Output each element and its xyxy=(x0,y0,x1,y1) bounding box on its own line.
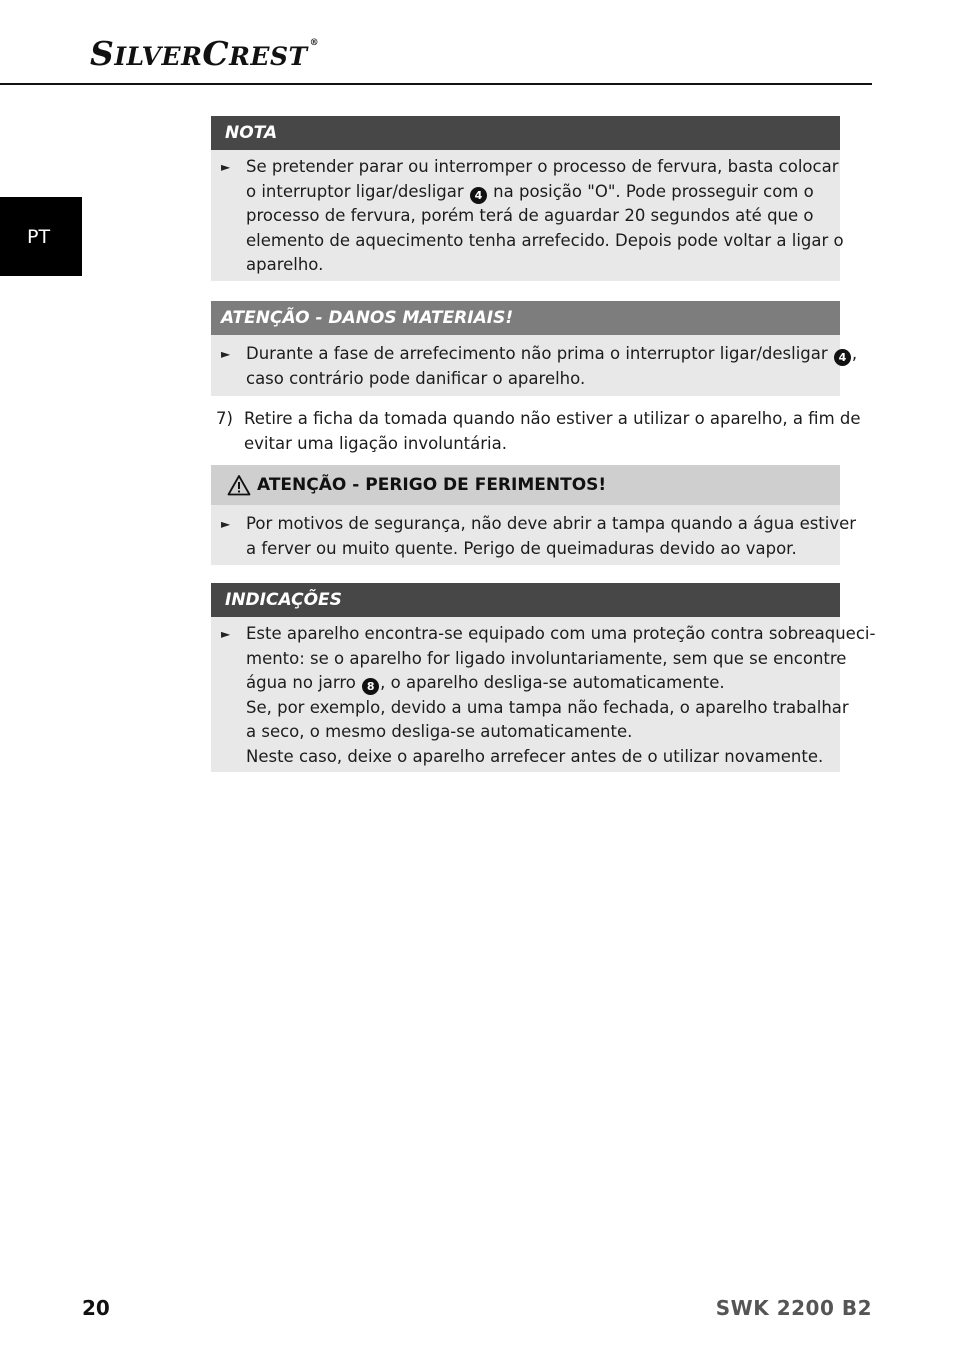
list-item: ► Durante a fase de arrefecimento não prima o interruptor ligar/desligar 4 , caso contrário pode danificar o aparelho. xyxy=(221,342,828,391)
reference-number-badge: 4 xyxy=(470,187,487,204)
list-item: ► Por motivos de segurança, não deve abrir a tampa quando a água estiver a ferver ou muito quente. Perigo de queimaduras devido ao vapor. xyxy=(221,512,828,561)
reference-number-badge: 8 xyxy=(362,678,379,695)
warning-triangle-icon xyxy=(227,474,251,496)
danos-materiais-box xyxy=(211,301,858,396)
brand-logo: SILVERCREST ® xyxy=(90,34,320,73)
bullet-icon: ► xyxy=(221,517,231,531)
nota-title: NOTA xyxy=(211,116,840,150)
indicacoes-box xyxy=(211,583,876,772)
reference-number-badge: 4 xyxy=(834,349,851,366)
model-name: SWK 2200 B2 xyxy=(715,1296,872,1320)
indicacoes-title: INDICAÇÕES xyxy=(211,583,840,617)
nota-box xyxy=(211,116,844,281)
language-tab: PT xyxy=(0,197,82,276)
danos-title: ATENÇÃO - DANOS MATERIAIS! xyxy=(211,301,840,335)
bullet-icon: ► xyxy=(221,627,231,641)
perigo-ferimentos-box xyxy=(211,465,857,565)
ferimentos-title: ATENÇÃO - PERIGO DE FERIMENTOS! xyxy=(211,465,840,505)
list-item: ► Se pretender parar ou interromper o processo de fervura, basta colocar o interruptor ligar/desligar 4 na posição "O". Pode prosseguir com o processo de fervura, porém terá de aguardar 20 segundos até que o elemento de aquecimento tenha arrefecido. Depois pode voltar a ligar o aparelho. xyxy=(221,155,828,278)
bullet-icon: ► xyxy=(221,347,231,361)
header-rule xyxy=(0,83,872,85)
list-item: ► Este aparelho encontra-se equipado com uma proteção contra sobreaqueci- mento: se o aparelho for ligado involuntariamente, sem que se encontre água no jarro 8 , o aparelho desliga-se automaticamente. Se, por exemplo, devido a uma tampa não fechada, o aparelho trabalhar a seco, o mesmo desliga-se automaticamente. Neste caso, deixe o aparelho arrefecer antes de o utilizar novamente. xyxy=(221,622,828,769)
step-7: 7) Retire a ficha da tomada quando não estiver a utilizar o aparelho, a fim de evitar uma ligação involuntária. xyxy=(216,409,861,453)
page-number: 20 xyxy=(82,1296,110,1320)
bullet-icon: ► xyxy=(221,160,231,174)
